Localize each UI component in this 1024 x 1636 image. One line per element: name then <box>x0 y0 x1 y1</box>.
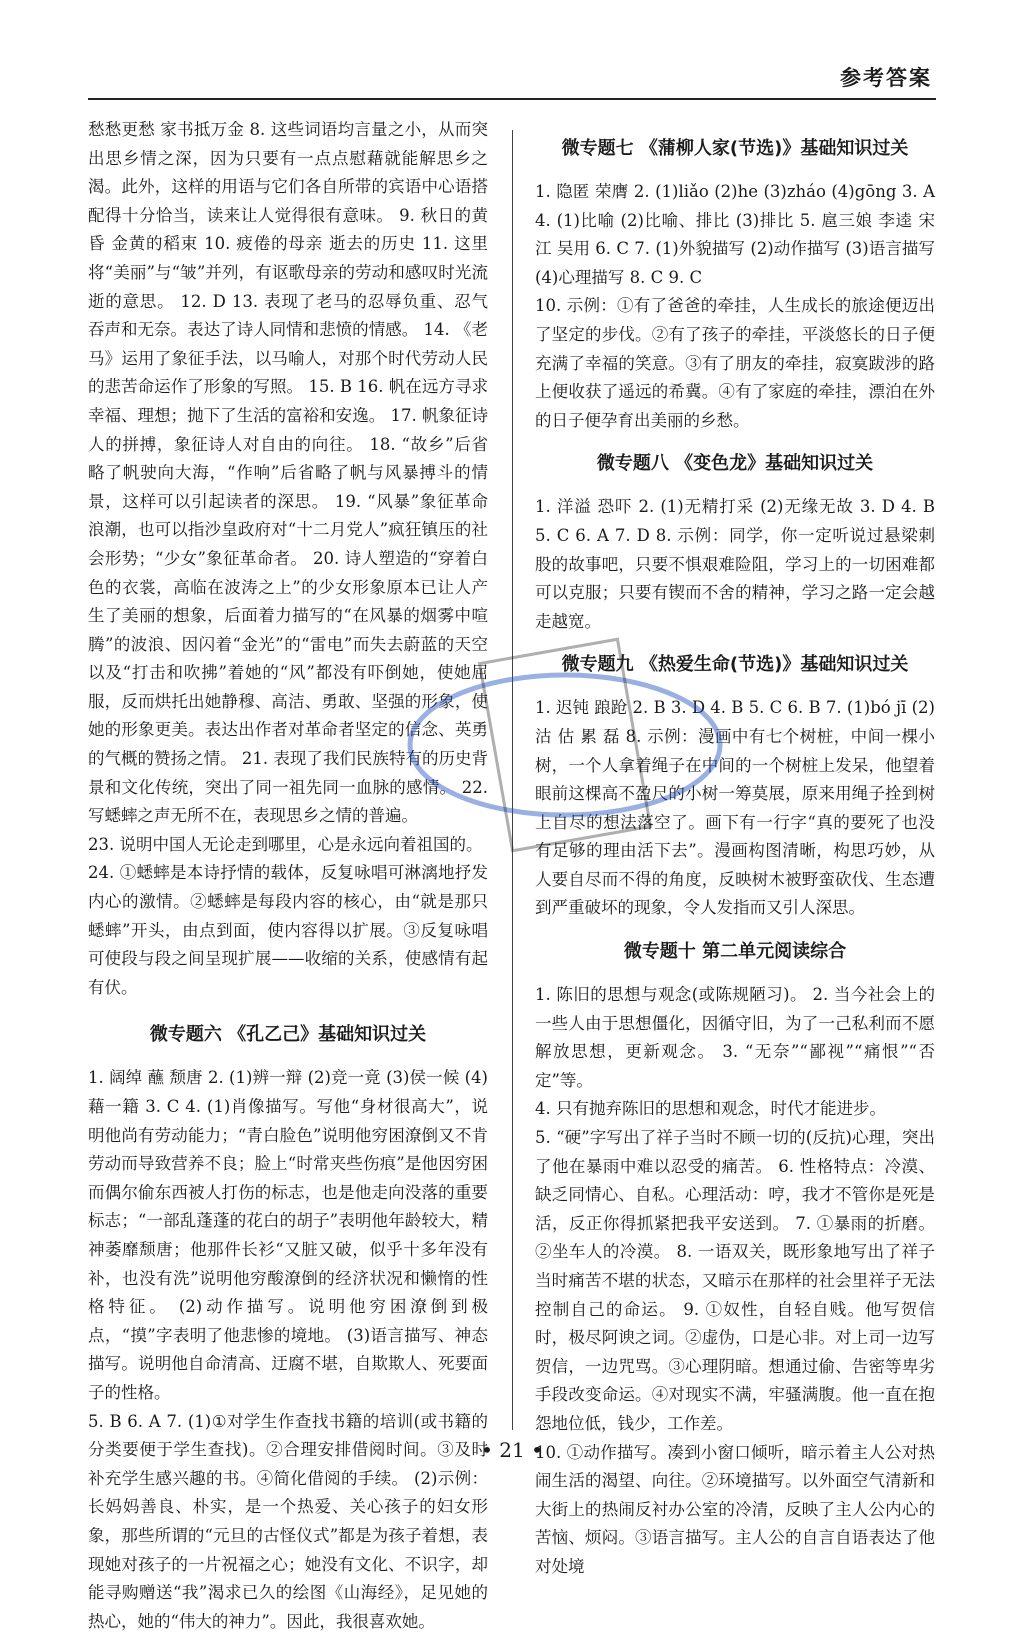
answer-paragraph: 愁愁更愁 家书抵万金 8. 这些词语均言量之小，从而突出思乡情之深，因为只要有一点点慰藉就能解思乡之渴。此外，这样的用语与它们各自所带的宾语中心语搭配得十分恰当，读来让人觉得很有意味。 9. 秋日的黄昏 金黄的稻束 10. 疲倦的母亲 逝去的历史 11. 这里将“美丽”与“皱”并列，有讴歌母亲的劳动和感叹时光流逝的意思。 12. D 13. 表现了老马的忍辱负重、忍气吞声和无奈。表达了诗人同情和悲愤的情感。 14. 《老马》运用了象征手法，以马喻人，对那个时代劳动人民的悲苦命运作了形象的写照。 15. B 16. 帆在远方寻求幸福、理想；抛下了生活的富裕和安逸。 17. 帆象征诗人的拼搏，象征诗人对自由的向往。 18. “故乡”后省略了帆驶向大海，“作响”后省略了帆与风暴搏斗的情景，这样可以引起读者的深思。 19. “风暴”象征革命浪潮，也可以指沙皇政府对“十二月党人”疯狂镇压的社会形势；“少女”象征革命者。 20. 诗人塑造的“穿着白色的衣裳，高临在波涛之上”的少女形象原本已让人产生了美丽的想象，后面着力描写的“在风暴的烟雾中喧腾”的波浪、因闪着“金光”的“雷电”而失去蔚蓝的天空以及“打击和吹拂”着她的“风”都没有吓倒她，使她屈服，反而烘托出她静穆、高洁、勇敢、坚强的形象，使她的形象更美。表达出作者对革命者坚定的信念、英勇的气概的赞扬之情。 21. 表现了我们民族特有的历史背景和文化传统，突出了同一祖先同一血脉的感情。 22. 写蟋蟀之声无所不在，表现思乡之情的普遍。 <box>88 120 488 826</box>
right-column <box>535 116 935 1582</box>
answer-paragraph: 23. 说明中国人无论走到哪里，心是永远向着祖国的。 <box>88 834 483 854</box>
header-rule <box>88 98 936 100</box>
left-column <box>88 116 488 1636</box>
header-title: 参考答案 <box>840 66 932 90</box>
answer-paragraph: 10. ①动作描写。凑到小窗口倾听，暗示着主人公对热闹生活的渴望、向往。②环境描写。以外面空气清新和大街上的热闹反衬办公室的冷清，反映了主人公内心的苦恼、烦闷。③语言描写。主人公的自言自语表达了他对处境 <box>535 1442 935 1576</box>
column-divider <box>512 130 513 1430</box>
answer-paragraph: 1. 陈旧的思想与观念(或陈规陋习)。 2. 当今社会上的一些人由于思想僵化，因循守旧，为了一己私利而不愿解放思想，更新观念。 3. “无奈”“鄙视”“痛恨”“否定”等。 <box>535 985 935 1090</box>
section-heading-nine: 微专题九 《热爱生命(节选)》基础知识过关 <box>561 654 909 676</box>
section-heading-ten: 微专题十 第二单元阅读综合 <box>623 941 847 963</box>
section-heading-six: 微专题六 《孔乙己》基础知识过关 <box>149 1024 427 1046</box>
section-heading-seven: 微专题七 《蒲柳人家(节选)》基础知识过关 <box>561 138 909 159</box>
answer-paragraph: 5. B 6. A 7. (1)①对学生作查找书籍的培训(或书籍的分类要便于学生查找)。②合理安排借阅时间。③及时补充学生感兴趣的书。④简化借阅的手续。 (2)示例：长妈妈善良、朴实，是一个热爱、关心孩子的妇女形象，那些所谓的“元旦的古怪仪式”都是为孩子着想，表现她对孩子的一片祝福之心；她没有文化、不识字，却能寻购赠送“我”渴求已久的绘图《山海经》，足见她的热心，她的“伟大的神力”。因此，我很喜欢她。 <box>88 1411 488 1631</box>
answer-paragraph: 1. 隐匿 荣膺 2. (1)liǎo (2)he (3)zháo (4)gōng 3. A 4. (1)比喻 (2)比喻、排比 (3)排比 5. 扈三娘 李逵 宋江 吴用 6. C 7. (1)外貌描写 (2)动作描写 (3)语言描写 (4)心理描写 8. C 9. C <box>535 182 935 287</box>
answer-paragraph: 4. 只有抛弃陈旧的思想和观念，时代才能进步。 <box>535 1099 886 1119</box>
page-number: • 21 • <box>481 1438 543 1462</box>
answer-paragraph: 1. 洋溢 恐吓 2. (1)无精打采 (2)无缘无故 3. D 4. B 5. C 6. A 7. D 8. 示例：同学，你一定听说过悬梁刺股的故事吧，只要不惧艰难险阻，学习上的一切困难都可以克服；只要有锲而不舍的精神，学习之路一定会越走越宽。 <box>535 497 935 631</box>
answer-paragraph: 5. “硬”字写出了祥子当时不顾一切的(反抗)心理，突出了他在暴雨中难以忍受的痛苦。 6. 性格特点：冷漠、缺乏同情心、自私。心理活动：哼，我才不管你是死是活，反正你得抓紧把我平安送到。 7. ①暴雨的折磨。②坐车人的冷漠。 8. 一语双关，既形象地写出了祥子当时痛苦不堪的状态，又暗示在那样的社会里祥子无法控制自己的命运。 9. ①奴性，自轻自贱。他写贺信时，极尽阿谀之词。②虚伪，口是心非。对上司一边写贺信，一边咒骂。③心理阴暗。想通过偷、告密等卑劣手段改变命运。④对现实不满，牢骚满腹。他一直在抱怨地位低，钱少，工作差。 <box>535 1128 935 1433</box>
answer-paragraph: 24. ①蟋蟀是本诗抒情的载体，反复咏唱可淋漓地抒发内心的激情。②蟋蟀是每段内容的核心，由“就是那只蟋蟀”开头，由点到面，使内容得以扩展。③反复咏唱可使段与段之间呈现扩展——收缩的关系，使感情有起有伏。 <box>88 863 488 997</box>
answer-paragraph: 10. 示例：①有了爸爸的牵挂，人生成长的旅途便迈出了坚定的步伐。②有了孩子的牵挂，平淡悠长的日子便充满了幸福的笑意。③有了朋友的牵挂，寂寞跋涉的路上便收获了遥远的希冀。④有了家庭的牵挂，漂泊在外的日子便孕育出美丽的乡愁。 <box>535 296 935 430</box>
answer-paragraph: 1. 迟钝 踉跄 2. B 3. D 4. B 5. C 6. B 7. (1)bó jī (2)沽 估 累 磊 8. 示例：漫画中有七个树桩，中间一棵小树，一个人拿着绳子在中间的一个树桩上发呆，他望着眼前这棵高不盈尺的小树一筹莫展，原来用绳子拴到树上自尽的想法落空了。画下有一行字“真的要死了也没有足够的理由活下去”。漫画构图清晰，构思巧妙，从人要自尽而不得的角度，反映树木被野蛮砍伐、生态遭到严重破坏的现象，令人发指而又引人深思。 <box>535 698 935 918</box>
section-heading-eight: 微专题八 《变色龙》基础知识过关 <box>596 453 874 475</box>
answer-paragraph: 1. 阔绰 蘸 颓唐 2. (1)辨一辩 (2)竞一竟 (3)侯一候 (4)藉一籍 3. C 4. (1)肖像描写。写他“身材很高大”，说明他尚有劳动能力；“青白脸色”说明他穷困潦倒又不肯劳动而导致营养不良；脸上“时常夹些伤痕”是他因穷困而偶尔偷东西被人打伤的标志，也是他走向没落的重要标志；“一部乱蓬蓬的花白的胡子”表明他年龄较大，精神萎靡颓唐；他那件长衫“又脏又破，似乎十多年没有补，也没有洗”说明他穷酸潦倒的经济状况和懒惰的性格特征。 (2)动作描写。说明他穷困潦倒到极点，“摸”字表明了他悲惨的境地。 (3)语言描写、神态描写。说明他自命清高、迂腐不堪，自欺欺人、死要面子的性格。 <box>88 1068 488 1402</box>
